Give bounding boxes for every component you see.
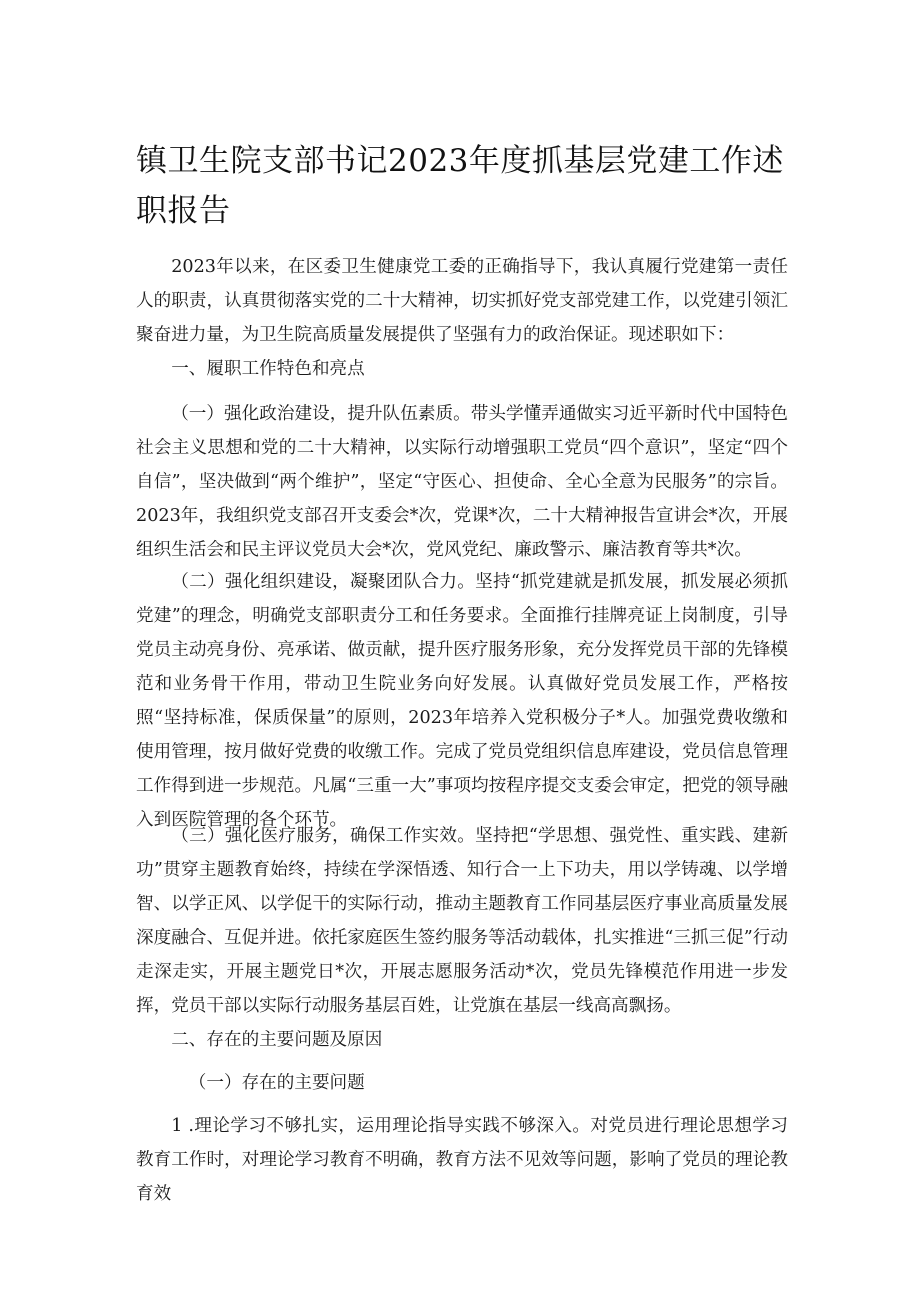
document-title: 镇卫生院支部书记2023年度抓基层党建工作述职报告 xyxy=(136,143,784,229)
section2-subheading: （一）存在的主要问题 xyxy=(188,1073,365,1093)
section2-heading: 二、存在的主要问题及原因 xyxy=(171,1030,383,1050)
section1-paragraph-3: （三）强化医疗服务，确保工作实效。坚持把“学思想、强党性、重实践、建新功”贯穿主题教育始终，持续在学深悟透、知行合一上下功夫，用以学铸魂、以学增智、以学正风、以学促干的实际行动，推动主题教育工作同基层医疗事业高质量发展深度融合、互促并进。依托家庭医生签约服务等活动载体，扎实推进“三抓三促”行动走深走实，开展主题党日*次，开展志愿服务活动*次，党员先锋模范作用进一步发挥，党员干部以实际行动服务基层百姓，让党旗在基层一线高高飘扬。 xyxy=(136,826,788,1016)
section1-heading: 一、履职工作特色和亮点 xyxy=(171,359,365,379)
section1-paragraph-2: （二）强化组织建设，凝聚团队合力。坚持“抓党建就是抓发展，抓发展必须抓党建”的理念，明确党支部职责分工和任务要求。全面推行挂牌亮证上岗制度，引导党员主动亮身份、亮承诺、做贡献，提升医疗服务形象，充分发挥党员干部的先锋模范和业务骨干作用，带动卫生院业务向好发展。认真做好党员发展工作，严格按照“坚持标准，保质保量”的原则，2023年培养入党积极分子*人。加强党费收缴和使用管理，按月做好党费的收缴工作。完成了党员党组织信息库建设，党员信息管理工作得到进一步规范。凡属“三重一大”事项均按程序提交支委会审定，把党的领导融入到医院管理的各个环节。 xyxy=(136,572,788,830)
intro-paragraph: 2023年以来，在区委卫生健康党工委的正确指导下，我认真履行党建第一责任人的职责，认真贯彻落实党的二十大精神，切实抓好党支部党建工作，以党建引领汇聚奋进力量，为卫生院高质量发展提供了坚强有力的政治保证。现述职如下： xyxy=(136,257,788,345)
section2-paragraph-1: 1 .理论学习不够扎实，运用理论指导实践不够深入。对党员进行理论思想学习教育工作时，对理论学习教育不明确，教育方法不见效等问题，影响了党员的理论教育效 xyxy=(136,1116,788,1204)
section1-paragraph-1: （一）强化政治建设，提升队伍素质。带头学懂弄通做实习近平新时代中国特色社会主义思想和党的二十大精神，以实际行动增强职工党员“四个意识”，坚定“四个自信”，坚决做到“两个维护”，坚定“守医心、担使命、全心全意为民服务”的宗旨。2023年，我组织党支部召开支委会*次，党课*次，二十大精神报告宣讲会*次，开展组织生活会和民主评议党员大会*次，党风党纪、廉政警示、廉洁教育等共*次。 xyxy=(136,404,788,560)
